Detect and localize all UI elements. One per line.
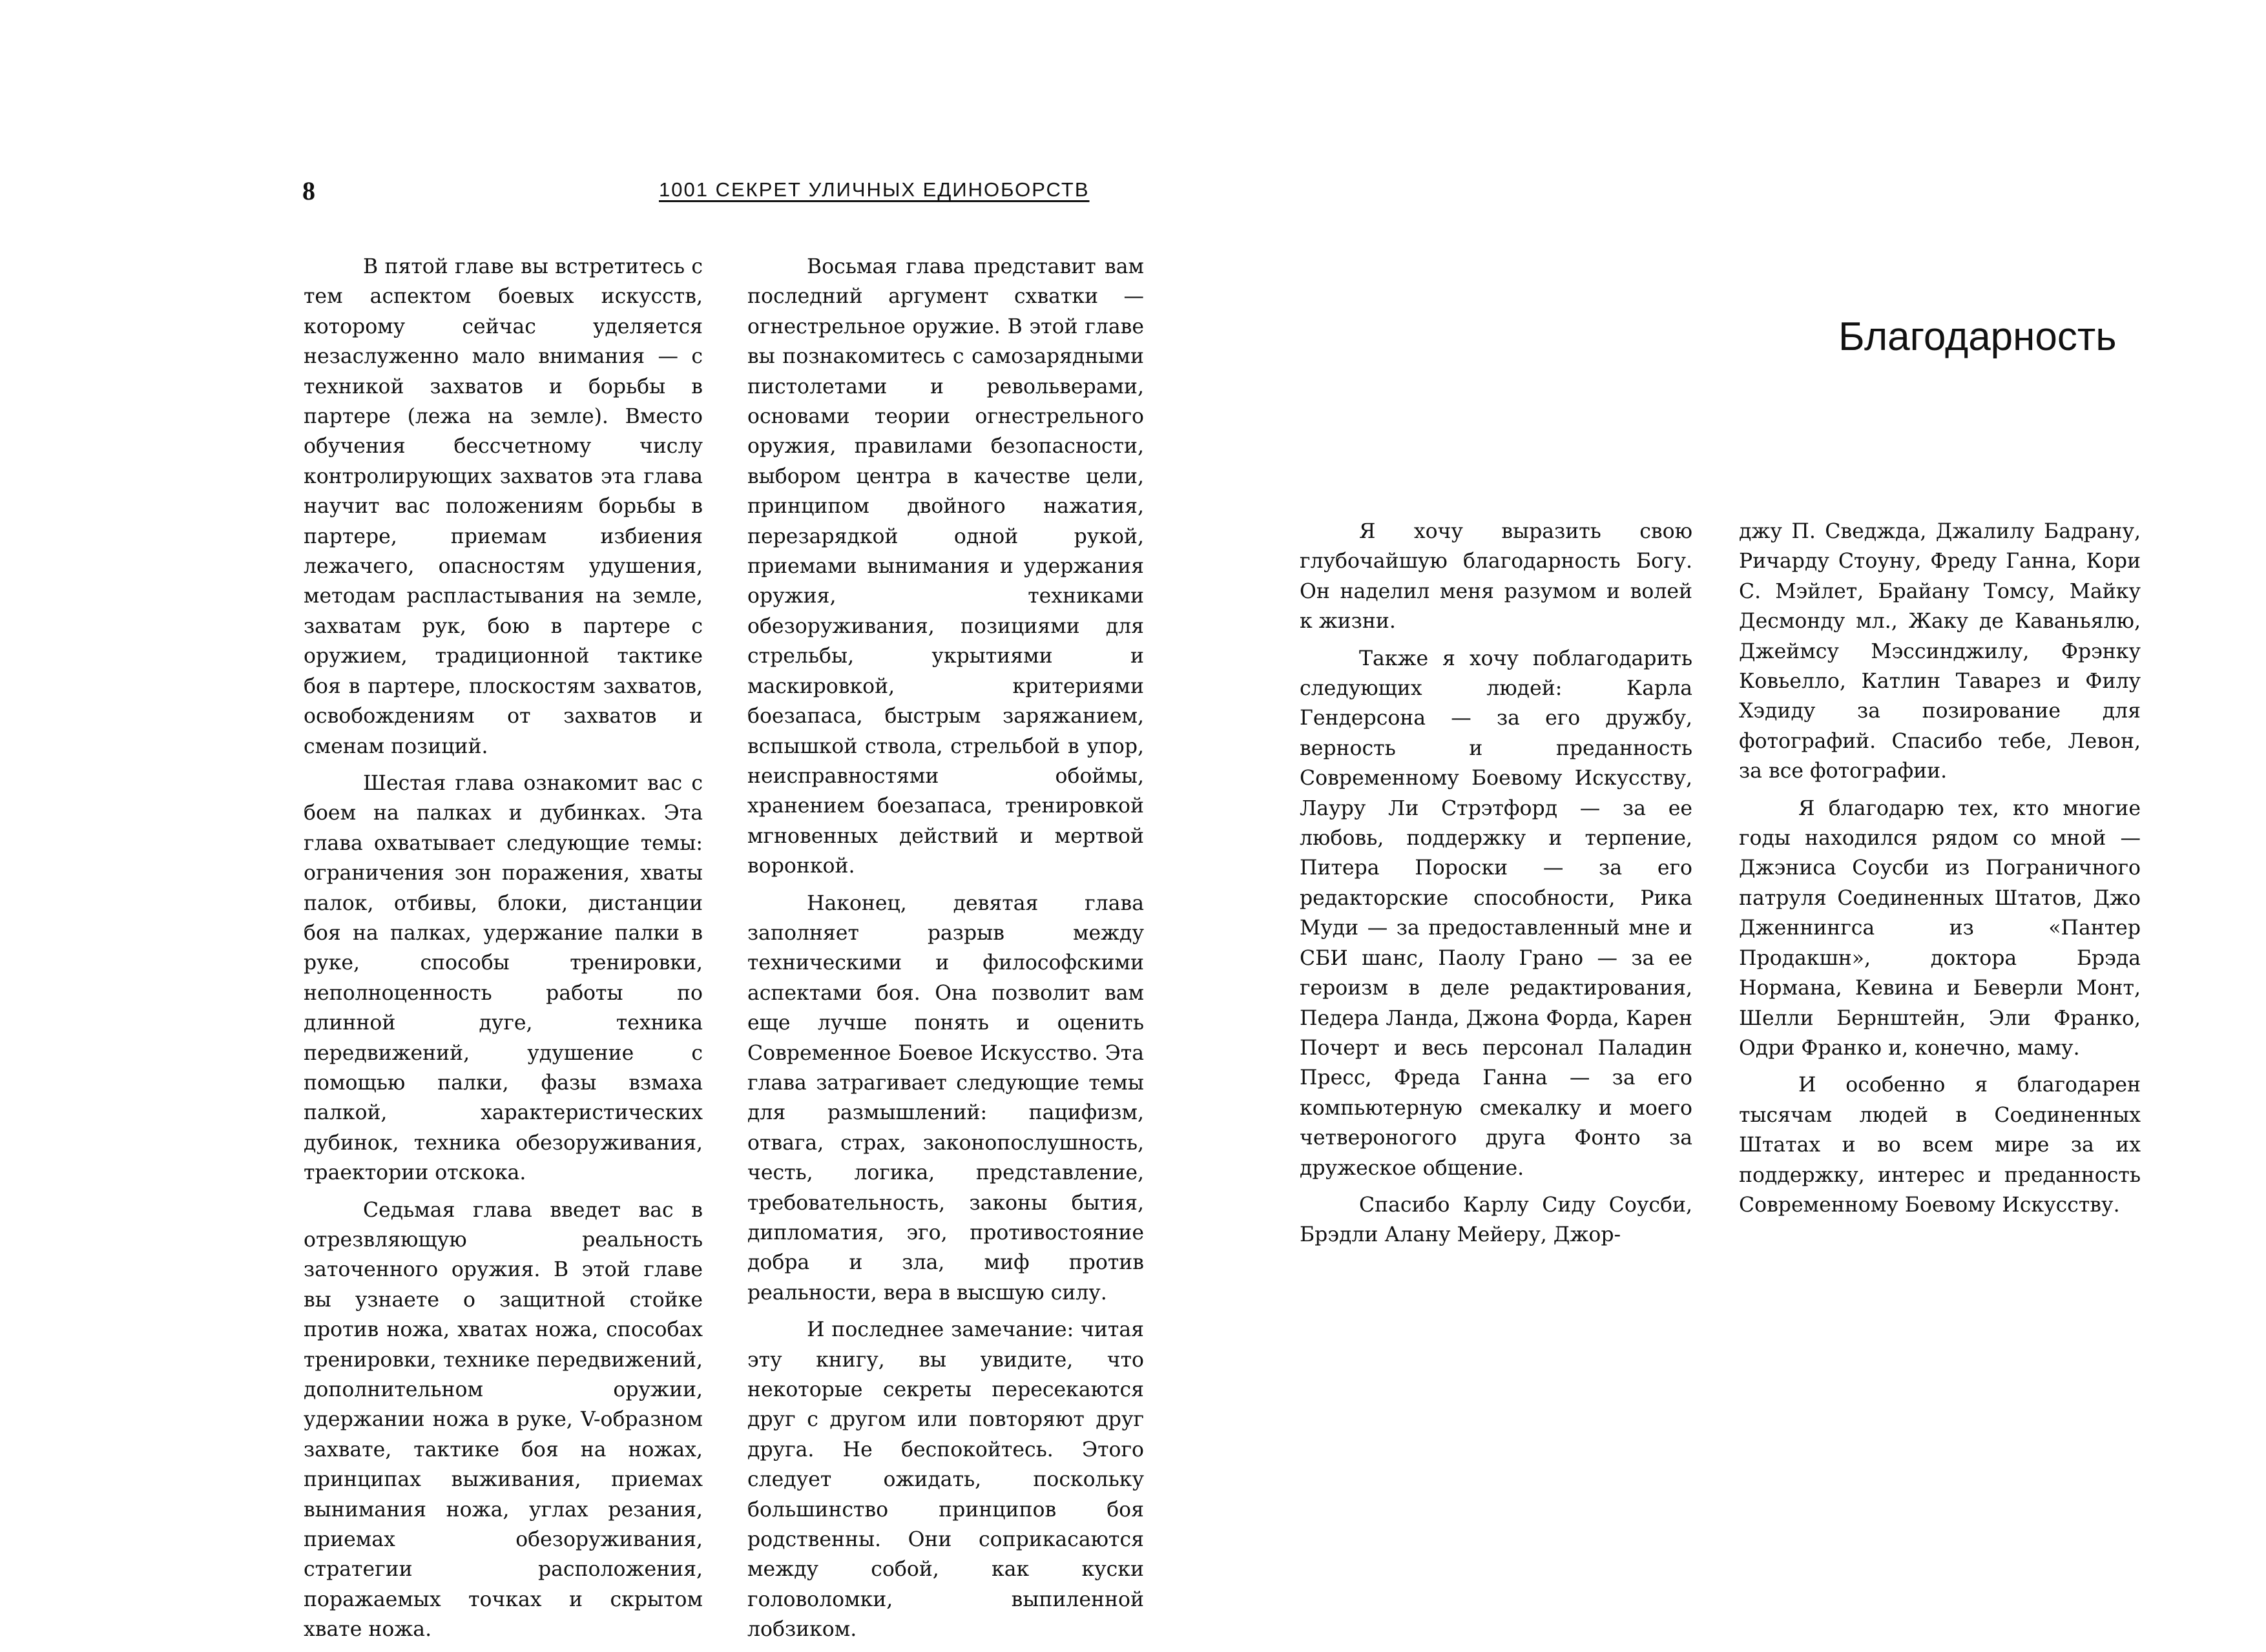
text-column-3: [1300, 517, 1692, 1257]
running-head: 1001 СЕКРЕТ УЛИЧНЫХ ЕДИНОБОРСТВ: [659, 178, 1090, 201]
paragraph: Восьмая глава представит вам последний аргумент схватки — огнестрельное оружие. В этой главе вы познакомитесь с самозарядными пистолетами и револьверами, основами теории огнестрельного оружия, правилами безопасности, выбором центра в качестве цели, принципом двойного нажатия, перезарядкой одной рукой, приемами вынимания и удержания оружия, техниками обезоруживания, позициями для стрельбы, укрытиями и маскировкой, критериями боезапаса, быстрым заряжанием, вспышкой ствола, стрельбой в упор, неисправностями обоймы, хранением боезапаса, тренировкой мгновенных действий и мертвой воронкой.: [747, 255, 1144, 878]
text-column-4: [1739, 517, 2141, 1227]
paragraph: Также я хочу поблагодарить следующих людей: Карла Гендерсона — за его дружбу, верность и преданность Современному Боевому Искусству, Лауру Ли Стрэтфорд — за ее любовь, поддержку и терпение, Питера Пороски — за его редакторские способности, Рика Муди — за предоставленный мне и СБИ шанс, Паолу Грано — за ее героизм в деле редактирования, Педера Ланда, Джона Форда, Карен Почерт и весь персонал Паладин Пресс, Фреда Ганна — за его компьютерную смекалку и моего четвероногого друга Фонто за дружеское общение.: [1300, 646, 1692, 1180]
paragraph: джу П. Сведжда, Джалилу Бадрану, Ричарду Стоуну, Фреду Ганна, Кори С. Мэйлет, Брайану Томсу, Майку Десмонду мл., Жаку де Каваньялю, Джеймсу Мэссинджилу, Фрэнку Ковьелло, Катлин Таварез и Филу Хэдиду за позирование для фотографий. Спасибо тебе, Левон, за все фотографии.: [1739, 520, 2141, 783]
paragraph: В пятой главе вы встретитесь с тем аспектом боевых искусств, которому сейчас уделяется незаслуженно мало внимания — с техникой захватов и борьбы в партере (лежа на земле). Вместо обучения бессчетному числу контролирующих захватов эта глава научит вас положениям борьбы в партере, приемам избиения лежачего, опасностям удушения, методам распластывания на земле, захватам рук, бою в партере с оружием, традиционной тактике боя в партере, плоскостям захватов, освобождениям от захватов и сменам позиций.: [304, 255, 703, 758]
paragraph: Седьмая глава введет вас в отрезвляющую реальность заточенного оружия. В этой главе вы узнаете о защитной стойке против ножа, хватах ножа, способах тренировки, технике передвижений, дополнительном оружии, удержании ножа в руке, V-образном захвате, тактике боя на ножах, принципах выживания, приемах вынимания ножа, углах резания, приемах обезоруживания, стратегии расположения, поражаемых точках и скрытом хвате ножа.: [304, 1198, 703, 1642]
acknowledgements-title: Благодарность: [1838, 315, 2117, 359]
page-number: 8: [302, 176, 315, 205]
paragraph: Наконец, девятая глава заполняет разрыв между техническими и философскими аспектами боя. Она позволит вам еще лучше понять и оценить Современное Боевое Искусство. Эта глава затрагивает следующие темы для размышлений: пацифизм, отвага, страх, законопослушность, честь, логика, представление, требовательность, законы бытия, дипломатия, эго, противостояние добра и зла, миф против реальности, вера в высшую силу.: [747, 891, 1144, 1305]
paragraph: Я благодарю тех, кто многие годы находился рядом со мной — Джэниса Соусби из Пограничного патруля Соединенных Штатов, Джо Дженнингса из «Пантер Продакшн», доктора Брэда Нормана, Кевина и Беверли Монт, Шелли Бернштейн, Эли Франко, Одри Франко и, конечно, маму.: [1739, 796, 2141, 1060]
paragraph: Шестая глава ознакомит вас с боем на палках и дубинках. Эта глава охватывает следующие темы: ограничения зон поражения, хваты палок, отбивы, блоки, дистанции боя на палках, удержание палки в руке, способы тренировки, неполноценность работы по длинной дуге, техника передвижений, удушение с помощью палки, фазы взмаха палкой, характеристических дубинок, техника обезоруживания, траектории отскока.: [304, 771, 703, 1185]
paragraph: Я хочу выразить свою глубочайшую благодарность Богу. Он наделил меня разумом и волей к жизни.: [1300, 520, 1692, 634]
paragraph: И последнее замечание: читая эту книгу, вы увидите, что некоторые секреты пересекаются друг с другом или повторяют друг друга. Не беспокойтесь. Этого следует ожидать, поскольку большинство принципов боя родственны. Они соприкасаются между собой, как куски головоломки, выпиленной лобзиком.: [747, 1318, 1144, 1642]
paragraph: И особенно я благодарен тысячам людей в Соединенных Штатах и во всем мире за их поддержку, интерес и преданность Современному Боевому Искусству.: [1739, 1073, 2141, 1217]
text-column-2: [747, 252, 1144, 1652]
text-column-1: [304, 252, 703, 1652]
paragraph: Спасибо Карлу Сиду Соусби, Брэдли Алану Мейеру, Джор-: [1300, 1193, 1692, 1247]
